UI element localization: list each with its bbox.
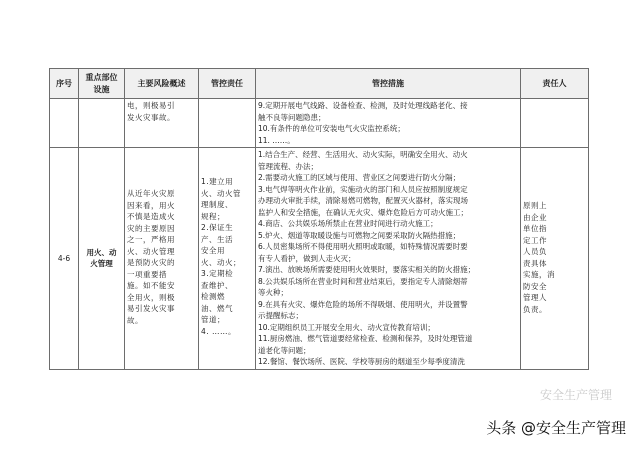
person-line: 原则上 bbox=[523, 201, 547, 210]
measure-line: 11.厨房燃油、燃气管道要经常检查、检测和保养，及时处理管道 bbox=[258, 334, 473, 343]
risk-line: 不慎是造成火 bbox=[127, 212, 175, 221]
measure-line: 有专人看护，做到人走火灭； bbox=[258, 253, 356, 263]
resp-line: 3.定期检 bbox=[201, 269, 234, 278]
table-header-row bbox=[50, 69, 589, 99]
risk-line: 全用火，则极 bbox=[127, 292, 175, 302]
risk-line: 一项重要措 bbox=[127, 269, 167, 279]
cell-person-empty bbox=[521, 99, 589, 148]
person-line: 人员负 bbox=[523, 247, 547, 256]
resp-line: 产、生活 bbox=[201, 234, 233, 244]
measure-line: 7.演出、放映场所需要使用明火效果时，要落实相关的防火措施； bbox=[258, 265, 476, 274]
measure-line: 办理动火审批手续，清除易燃可燃物，配置灭火器材，落实现场 bbox=[258, 196, 468, 205]
resp-line: 管道； bbox=[201, 315, 225, 324]
measure-line: 9.定期开展电气线路、设备检查、检测，及时处理线路老化、接 bbox=[258, 101, 468, 110]
measure-line: 9.在具有火灾、爆炸危险的场所不得吸烟、使用明火，并设置警 bbox=[258, 299, 468, 309]
resp-line: 油、燃气 bbox=[201, 303, 233, 313]
resp-line: 理制度、 bbox=[201, 200, 233, 209]
person-line: 由企业 bbox=[523, 212, 547, 222]
person-line: 负责。 bbox=[523, 304, 547, 314]
risk-line: 灾的主要原因 bbox=[127, 223, 175, 233]
cell-facility-empty bbox=[79, 99, 125, 148]
risk-line: 故。 bbox=[127, 315, 143, 325]
resp-line: 4. ……。 bbox=[201, 326, 237, 336]
measure-line: 3.电气焊等明火作业前，实施动火的部门和人员应按照制度规定 bbox=[258, 184, 468, 194]
cell-risk-continued bbox=[125, 99, 199, 148]
risk-line: 电，则极易引 bbox=[127, 101, 175, 110]
person-line: 防安全 bbox=[523, 281, 547, 291]
resp-line: 火、动火； bbox=[201, 257, 241, 267]
measure-line: 10.定期组织员工开展安全用火、动火宣传教育培训； bbox=[258, 322, 435, 332]
cell-seq: 4-6 bbox=[50, 148, 79, 370]
resp-line: 检测燃 bbox=[201, 292, 225, 301]
risk-line: 是预防火灾的 bbox=[127, 258, 175, 267]
cell-responsibility-empty bbox=[199, 99, 256, 148]
resp-line: 2.保证生 bbox=[201, 223, 234, 232]
risk-line: 从近年火灾原 bbox=[127, 189, 175, 198]
measure-line: 5.炉火、烟道等取暖设施与可燃物之间要采取防火隔热措施； bbox=[258, 230, 461, 240]
table-row-fire-management bbox=[50, 148, 589, 370]
risk-line: 之一，严格用 bbox=[127, 235, 175, 244]
resp-line: 火、动火管 bbox=[201, 188, 241, 198]
cell-risk bbox=[125, 148, 199, 370]
cell-person bbox=[521, 148, 589, 370]
person-line: 单位指 bbox=[523, 224, 547, 233]
measure-line: 10.有条件的单位可安装电气火灾监控系统； bbox=[258, 124, 405, 133]
cell-responsibility bbox=[199, 148, 256, 370]
person-line: 实施，消 bbox=[523, 270, 555, 279]
person-line: 责具体 bbox=[523, 258, 547, 268]
measure-line: 2.需要动火施工的区域与使用、营业区之间要进行防火分隔； bbox=[258, 173, 461, 182]
measure-line: 4.商店、公共娱乐场所禁止在营业时间进行动火施工； bbox=[258, 219, 438, 228]
resp-line: 1.建立用 bbox=[201, 177, 234, 186]
risk-control-table bbox=[49, 68, 589, 370]
header-facility: 重点部位 设施 bbox=[79, 69, 125, 99]
header-responsibility: 管控责任 bbox=[199, 69, 256, 99]
cell-measures bbox=[256, 148, 521, 370]
measure-line: 示提醒标志； bbox=[258, 311, 303, 320]
risk-line: 易引发火灾事 bbox=[127, 304, 175, 313]
watermark-text: 安全生产管理 bbox=[539, 388, 612, 402]
measure-line: 11. ……。 bbox=[258, 135, 295, 145]
measure-line: 道老化等问题； bbox=[258, 345, 311, 355]
header-seq: 序号 bbox=[50, 69, 79, 99]
risk-line: 发火灾事故。 bbox=[127, 112, 175, 122]
risk-line: 火、动火管理 bbox=[127, 246, 175, 256]
measure-line: 1.结合生产、经营、生活用火、动火实际，明确安全用火、动火 bbox=[258, 150, 468, 159]
person-line: 定工作 bbox=[523, 235, 547, 245]
measure-line: 12.餐馆、餐饮场所、医院、学校等厨房的烟道至少每季度清洗 bbox=[258, 357, 465, 366]
measure-line: 等火种； bbox=[258, 288, 288, 297]
header-person: 责任人 bbox=[521, 69, 589, 99]
measure-line: 8.公共娱乐场所在营业时间和营业结束后，要指定专人清除烟蒂 bbox=[258, 276, 468, 286]
header-measures: 管控措施 bbox=[256, 69, 521, 99]
measure-line: 6.人员密集场所不得使用明火照明或取暖，如特殊情况需要时要 bbox=[258, 242, 468, 251]
table-row-continued bbox=[50, 99, 589, 148]
footer-attribution: 头条 @安全生产管理 bbox=[486, 419, 626, 437]
measure-line: 管理流程、办法； bbox=[258, 161, 318, 171]
risk-line: 因来看，用火 bbox=[127, 200, 175, 210]
person-line: 管理人 bbox=[523, 293, 547, 302]
resp-line: 安全用 bbox=[201, 246, 225, 255]
cell-seq-empty bbox=[50, 99, 79, 148]
cell-measures-continued bbox=[256, 99, 521, 148]
header-risk: 主要风险概述 bbox=[125, 69, 199, 99]
resp-line: 规程； bbox=[201, 211, 225, 221]
measure-line: 监护人和安全措施，在确认无火灾、爆炸危险后方可动火施工； bbox=[258, 207, 468, 217]
measure-line: 触不良等问题隐患； bbox=[258, 112, 326, 122]
resp-line: 查维护、 bbox=[201, 280, 233, 290]
cell-facility: 用火、动 火管理 bbox=[79, 148, 125, 370]
risk-line: 施。如不能安 bbox=[127, 281, 175, 290]
